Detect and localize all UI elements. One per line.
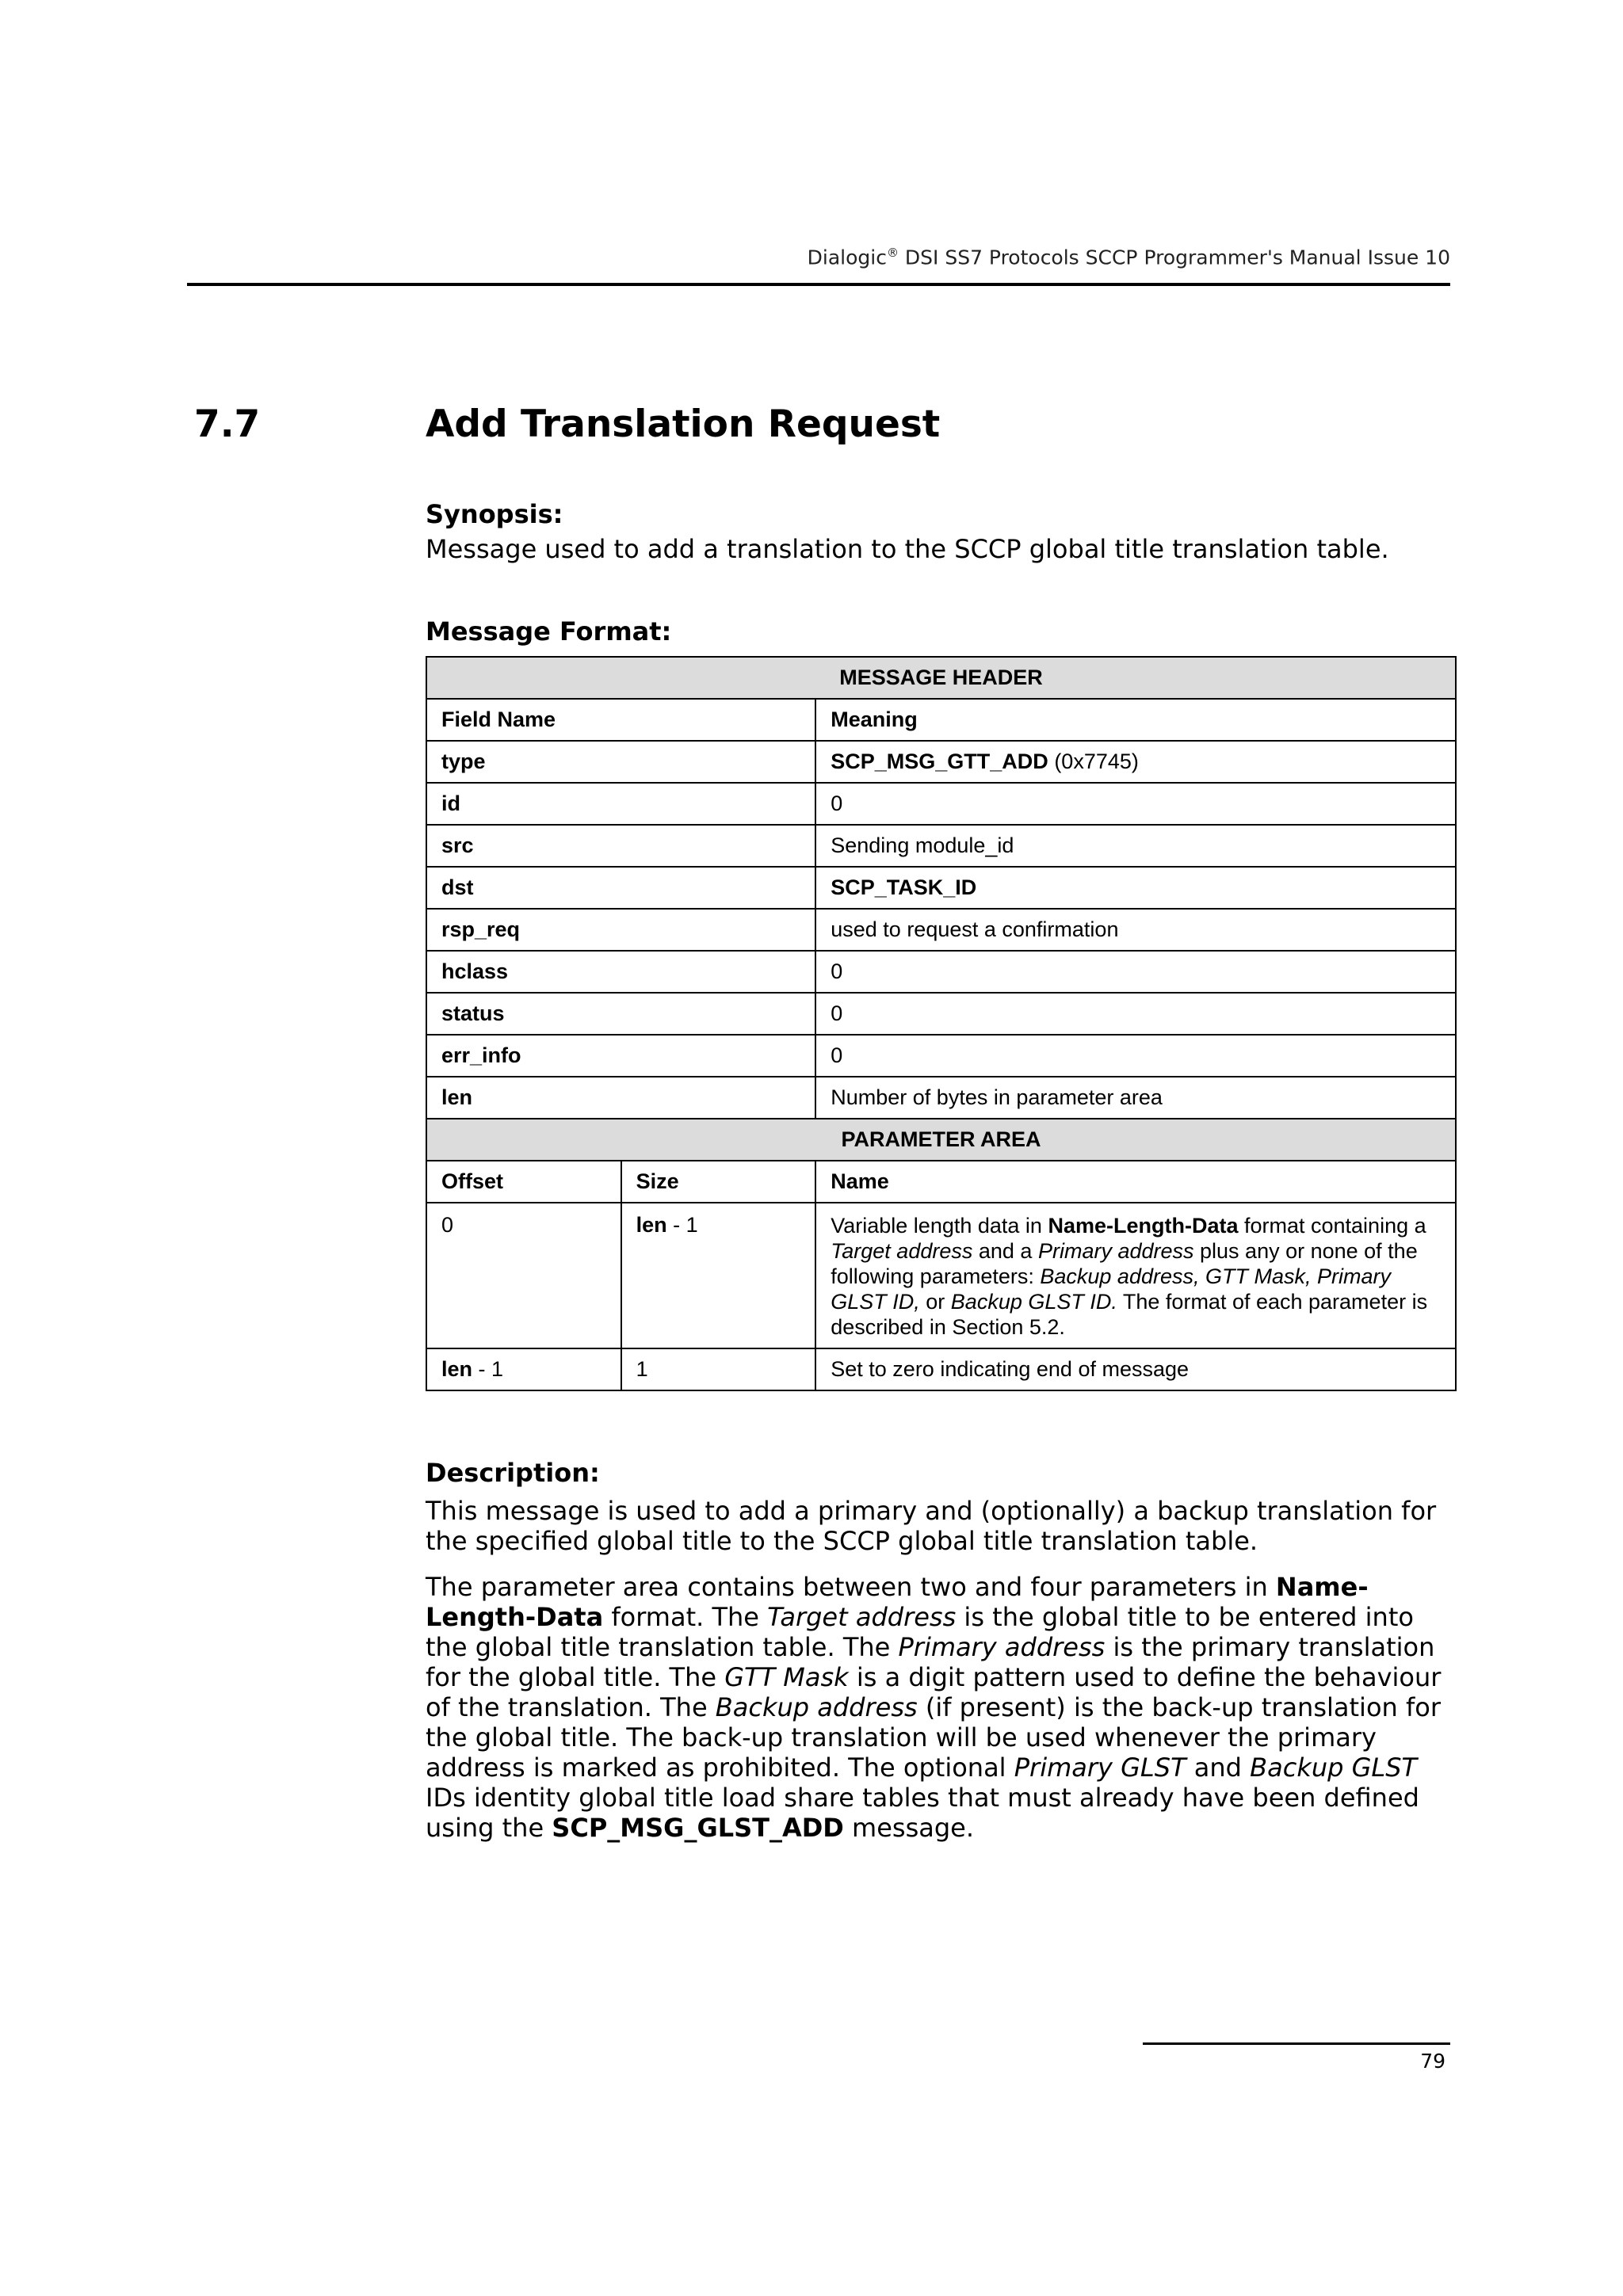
name-text-segment: Name-Length-Data <box>1048 1214 1239 1238</box>
description-text-segment: The parameter area contains between two and four parameters in <box>426 1572 1276 1602</box>
parameter-row <box>426 1203 1456 1348</box>
field-name-cell: hclass <box>426 951 815 993</box>
size-cell <box>621 1203 816 1348</box>
message-header-band: MESSAGE HEADER <box>426 657 1456 699</box>
header-field-row <box>426 741 1456 783</box>
header-brand: Dialogic <box>807 246 887 269</box>
column-header-field-name: Field Name <box>426 699 815 741</box>
meaning-text: 0 <box>831 959 843 983</box>
size-text: 1 <box>636 1357 648 1381</box>
field-name-cell: rsp_req <box>426 909 815 951</box>
field-meaning-cell <box>815 867 1456 909</box>
header-field-row <box>426 783 1456 825</box>
offset-cell <box>426 1348 621 1390</box>
field-name-cell: src <box>426 825 815 867</box>
param-columns-row <box>426 1161 1456 1203</box>
name-text-segment: The format of each parameter is described in Section 5.2. <box>831 1290 1428 1339</box>
meaning-text: (0x7745) <box>1048 749 1139 773</box>
name-text-segment: Target address <box>831 1239 973 1263</box>
synopsis-text: Message used to add a translation to the SCCP global title translation table. <box>426 534 1389 564</box>
description-text-segment: is the primary translation for the global title. The <box>426 1632 1435 1692</box>
header-band-row <box>426 657 1456 699</box>
description-text-segment: Backup GLST <box>1250 1753 1418 1783</box>
description-block <box>426 1458 1456 1843</box>
field-meaning-cell <box>815 825 1456 867</box>
size-text: - 1 <box>666 1213 698 1237</box>
field-name-cell: status <box>426 993 815 1035</box>
header-columns-row <box>426 699 1456 741</box>
meaning-bold-text: SCP_TASK_ID <box>831 875 977 899</box>
header-field-row <box>426 1077 1456 1119</box>
description-text-segment: is a digit pattern used to define the behaviour of the translation. The <box>426 1662 1442 1722</box>
meaning-text: 0 <box>831 1001 843 1025</box>
name-text-segment: Backup GLST ID. <box>950 1290 1117 1314</box>
field-meaning-cell <box>815 1077 1456 1119</box>
description-paragraph-2 <box>426 1572 1456 1843</box>
meaning-text: used to request a confirmation <box>831 917 1119 941</box>
description-text-segment: message. <box>843 1813 975 1843</box>
description-text-segment: Primary GLST <box>1014 1753 1186 1783</box>
name-text-segment: Variable length data in <box>831 1214 1048 1238</box>
section-title: Add Translation Request <box>426 402 941 446</box>
description-text-segment: GTT Mask <box>724 1662 849 1692</box>
registered-mark: ® <box>886 246 899 260</box>
field-name-cell: id <box>426 783 815 825</box>
header-title: DSI SS7 Protocols SCCP Programmer's Manual Issue 10 <box>898 246 1450 269</box>
parameter-row <box>426 1348 1456 1390</box>
description-text-segment: IDs identity global title load share tables that must already have been defined using the <box>426 1783 1419 1843</box>
field-name-cell: err_info <box>426 1035 815 1077</box>
column-header-meaning: Meaning <box>815 699 1456 741</box>
description-text-segment: SCP_MSG_GLST_ADD <box>552 1813 844 1843</box>
field-meaning-cell <box>815 741 1456 783</box>
description-paragraph-1: This message is used to add a primary and (optionally) a backup translation for the specified global title to the SCCP global title translation table. <box>426 1496 1437 1556</box>
field-meaning-cell <box>815 909 1456 951</box>
size-cell <box>621 1348 816 1390</box>
parameter-area-band: PARAMETER AREA <box>426 1119 1456 1161</box>
name-text-segment: or <box>919 1290 951 1314</box>
footer-rule <box>1143 2042 1450 2045</box>
message-format-table-body <box>426 657 1456 1390</box>
field-meaning-cell <box>815 993 1456 1035</box>
message-format-heading: Message Format: <box>426 616 672 646</box>
description-text-segment: Target address <box>767 1602 957 1632</box>
header-field-row <box>426 993 1456 1035</box>
column-header-size: Size <box>621 1161 816 1203</box>
offset-bold-text: len <box>441 1357 473 1381</box>
running-header <box>187 246 1450 269</box>
name-text-segment: format containing a <box>1238 1214 1426 1238</box>
name-text-segment: plus any or none of the following parameters: <box>831 1239 1418 1288</box>
description-heading: Description: <box>426 1458 600 1488</box>
name-text-segment: Backup address, GTT Mask, Primary GLST ID, <box>831 1264 1391 1314</box>
parameter-name-cell <box>815 1203 1456 1348</box>
header-field-row <box>426 867 1456 909</box>
field-meaning-cell <box>815 783 1456 825</box>
name-text-segment: and a <box>972 1239 1038 1263</box>
synopsis-block <box>426 499 1456 564</box>
message-format-table <box>426 656 1457 1391</box>
header-field-row <box>426 951 1456 993</box>
description-text-segment: Primary address <box>898 1632 1106 1662</box>
field-name-cell: len <box>426 1077 815 1119</box>
header-rule <box>187 283 1450 286</box>
name-text-segment: Set to zero indicating end of message <box>831 1357 1190 1381</box>
header-field-row <box>426 825 1456 867</box>
meaning-text: 0 <box>831 1043 843 1067</box>
name-text-segment: Primary address <box>1037 1239 1194 1263</box>
header-field-row <box>426 1035 1456 1077</box>
size-bold-text: len <box>636 1213 667 1237</box>
column-header-name: Name <box>815 1161 1456 1203</box>
param-band-row <box>426 1119 1456 1161</box>
synopsis-heading: Synopsis: <box>426 499 563 529</box>
offset-cell <box>426 1203 621 1348</box>
description-text-segment: and <box>1186 1753 1251 1783</box>
meaning-text: 0 <box>831 791 843 815</box>
offset-text: - 1 <box>472 1357 504 1381</box>
field-name-cell: dst <box>426 867 815 909</box>
field-meaning-cell <box>815 1035 1456 1077</box>
column-header-offset: Offset <box>426 1161 621 1203</box>
description-text-segment: format. The <box>603 1602 768 1632</box>
description-text-segment: (if present) is the back-up translation for the global title. The back-up translation will be used whenever the primary address is marked as prohibited. The optional <box>426 1692 1441 1783</box>
parameter-name-cell <box>815 1348 1456 1390</box>
description-text-segment: Backup address <box>715 1692 918 1722</box>
header-field-row <box>426 909 1456 951</box>
meaning-text: Sending module_id <box>831 833 1014 857</box>
section-number: 7.7 <box>194 402 261 446</box>
meaning-bold-text: SCP_MSG_GTT_ADD <box>831 749 1048 773</box>
description-text-segment: is the global title to be entered into the global title translation table. The <box>426 1602 1414 1662</box>
field-name-cell: type <box>426 741 815 783</box>
offset-text: 0 <box>441 1213 454 1237</box>
description-text-segment: Name-Length-Data <box>426 1572 1369 1632</box>
page-number: 79 <box>1420 2050 1445 2073</box>
field-meaning-cell <box>815 951 1456 993</box>
meaning-text: Number of bytes in parameter area <box>831 1085 1163 1109</box>
